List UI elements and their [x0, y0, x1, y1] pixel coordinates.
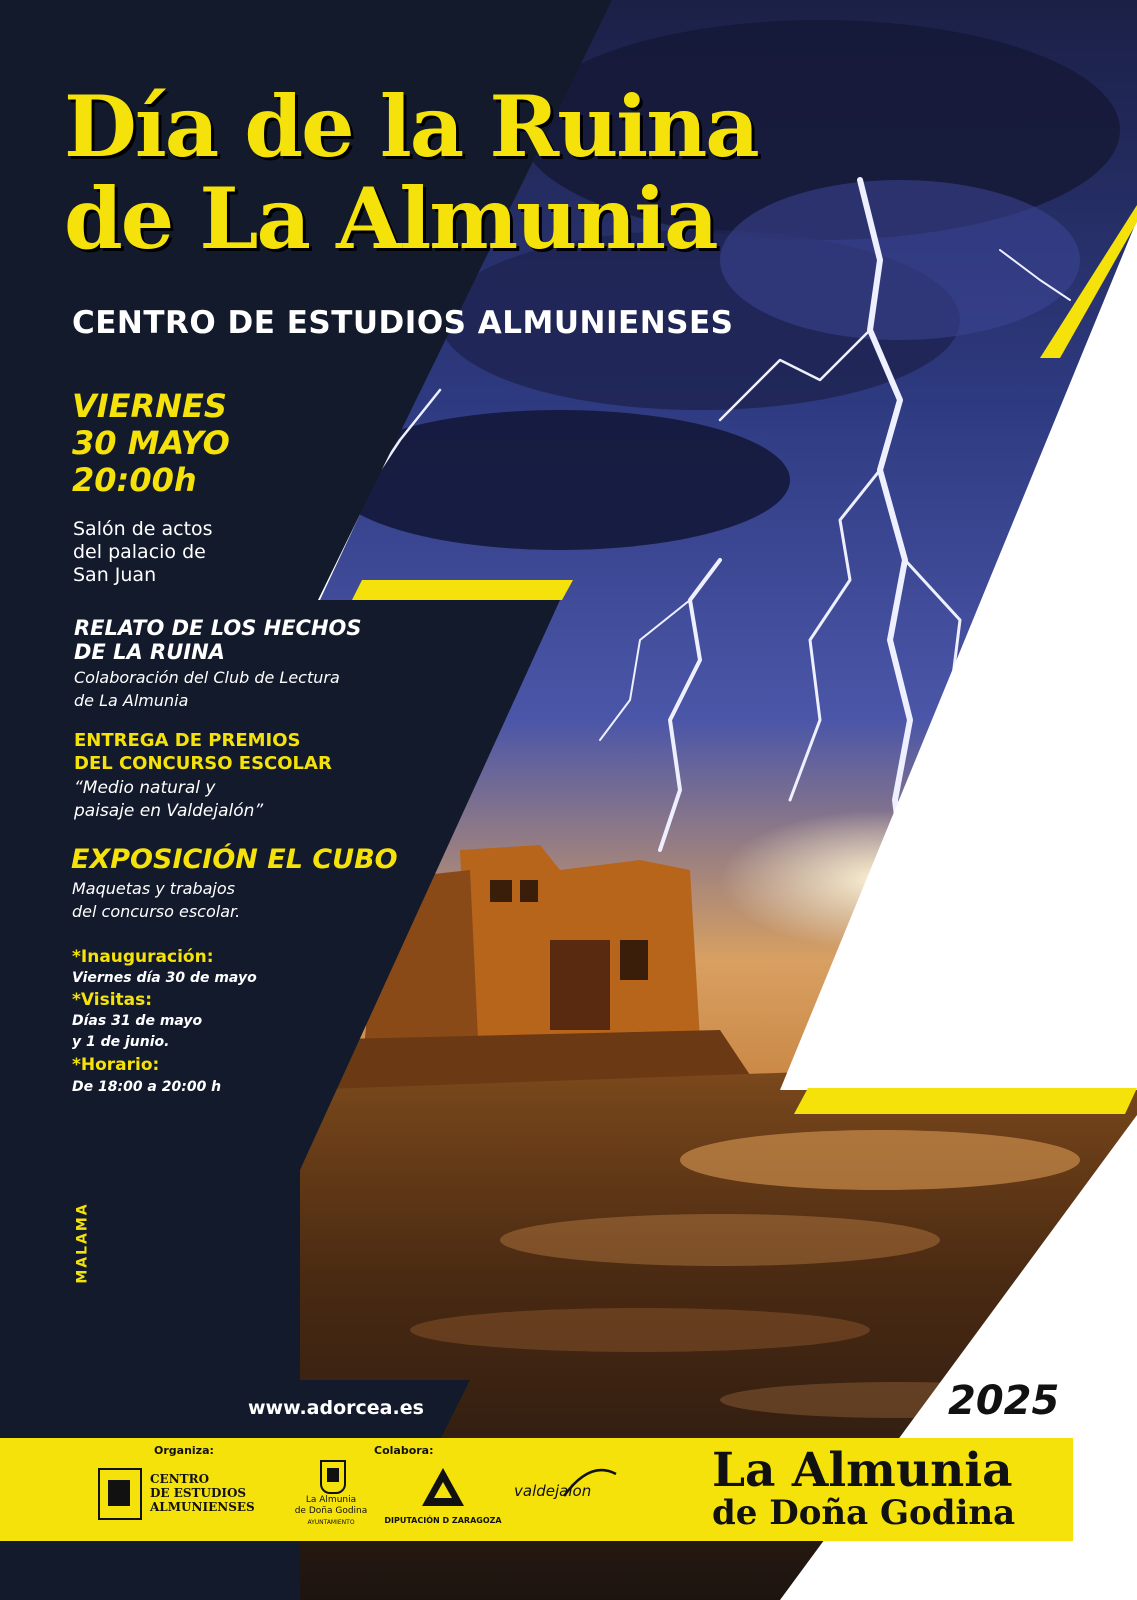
event-date: 30 MAYO	[72, 424, 230, 462]
town-name-line-2: de Doña Godina	[712, 1493, 1016, 1533]
premios-detail: “Medio natural y	[74, 778, 216, 798]
organiza-label: Organiza:	[154, 1444, 214, 1457]
venue-line: San Juan	[73, 564, 157, 586]
cea-logo-line: CENTRO	[150, 1472, 210, 1486]
valdejalon-swoosh-icon	[560, 1466, 620, 1506]
relato-detail: Colaboración del Club de Lectura	[74, 668, 340, 687]
cea-emblem-icon	[98, 1468, 142, 1520]
relato-detail: de La Almunia	[74, 691, 189, 710]
side-designer-logo: MALAMA	[74, 1202, 91, 1284]
schedule-label: *Visitas:	[72, 990, 153, 1010]
ayuntamiento-line: de Doña Godina	[294, 1506, 368, 1516]
schedule-line: y 1 de junio.	[72, 1034, 170, 1050]
premios-heading: DEL CONCURSO ESCOLAR	[74, 753, 332, 774]
yellow-stripe-mid	[352, 580, 573, 600]
event-time: 20:00h	[72, 461, 197, 499]
exposicion-detail: Maquetas y trabajos	[72, 879, 235, 898]
title-line-2: de La Almunia	[64, 169, 717, 268]
title-line-1: Día de la Ruina	[64, 77, 758, 176]
venue-line: del palacio de	[73, 541, 206, 563]
yellow-stripe-bottom-right	[794, 1088, 1137, 1114]
town-name-line-1: La Almunia	[712, 1443, 1013, 1498]
ayuntamiento-line: AYUNTAMIENTO	[307, 1519, 355, 1526]
diputacion-label: DIPUTACIÓN D ZARAGOZA	[384, 1516, 502, 1525]
subtitle: CENTRO DE ESTUDIOS ALMUNIENSES	[72, 305, 734, 341]
ayuntamiento-crest-icon	[320, 1460, 346, 1494]
ayuntamiento-line: La Almunia	[305, 1495, 357, 1505]
website-link[interactable]: www.adorcea.es	[248, 1397, 424, 1419]
cea-logo-line: DE ESTUDIOS	[150, 1486, 247, 1500]
relato-heading: RELATO DE LOS HECHOS	[74, 616, 362, 640]
premios-heading: ENTREGA DE PREMIOS	[74, 730, 301, 751]
colabora-label: Colabora:	[374, 1444, 434, 1457]
valdejalon-logo: valdejalon	[514, 1482, 592, 1500]
schedule-label: *Horario:	[72, 1055, 160, 1075]
cea-logo-line: ALMUNIENSES	[150, 1500, 255, 1514]
year: 2025	[948, 1378, 1060, 1424]
schedule-label: *Inauguración:	[72, 947, 214, 967]
exposicion-detail: del concurso escolar.	[72, 902, 241, 921]
event-day: VIERNES	[72, 387, 227, 425]
footer-bar	[0, 1438, 1073, 1541]
premios-detail: paisaje en Valdejalón”	[74, 801, 264, 821]
relato-heading: DE LA RUINA	[74, 640, 225, 664]
diputacion-triangle-icon	[420, 1466, 466, 1508]
venue-line: Salón de actos	[73, 518, 213, 540]
schedule-line: Días 31 de mayo	[72, 1013, 203, 1029]
schedule-line: De 18:00 a 20:00 h	[72, 1079, 222, 1095]
exposicion-heading: EXPOSICIÓN EL CUBO	[71, 844, 398, 875]
schedule-line: Viernes día 30 de mayo	[72, 970, 257, 986]
